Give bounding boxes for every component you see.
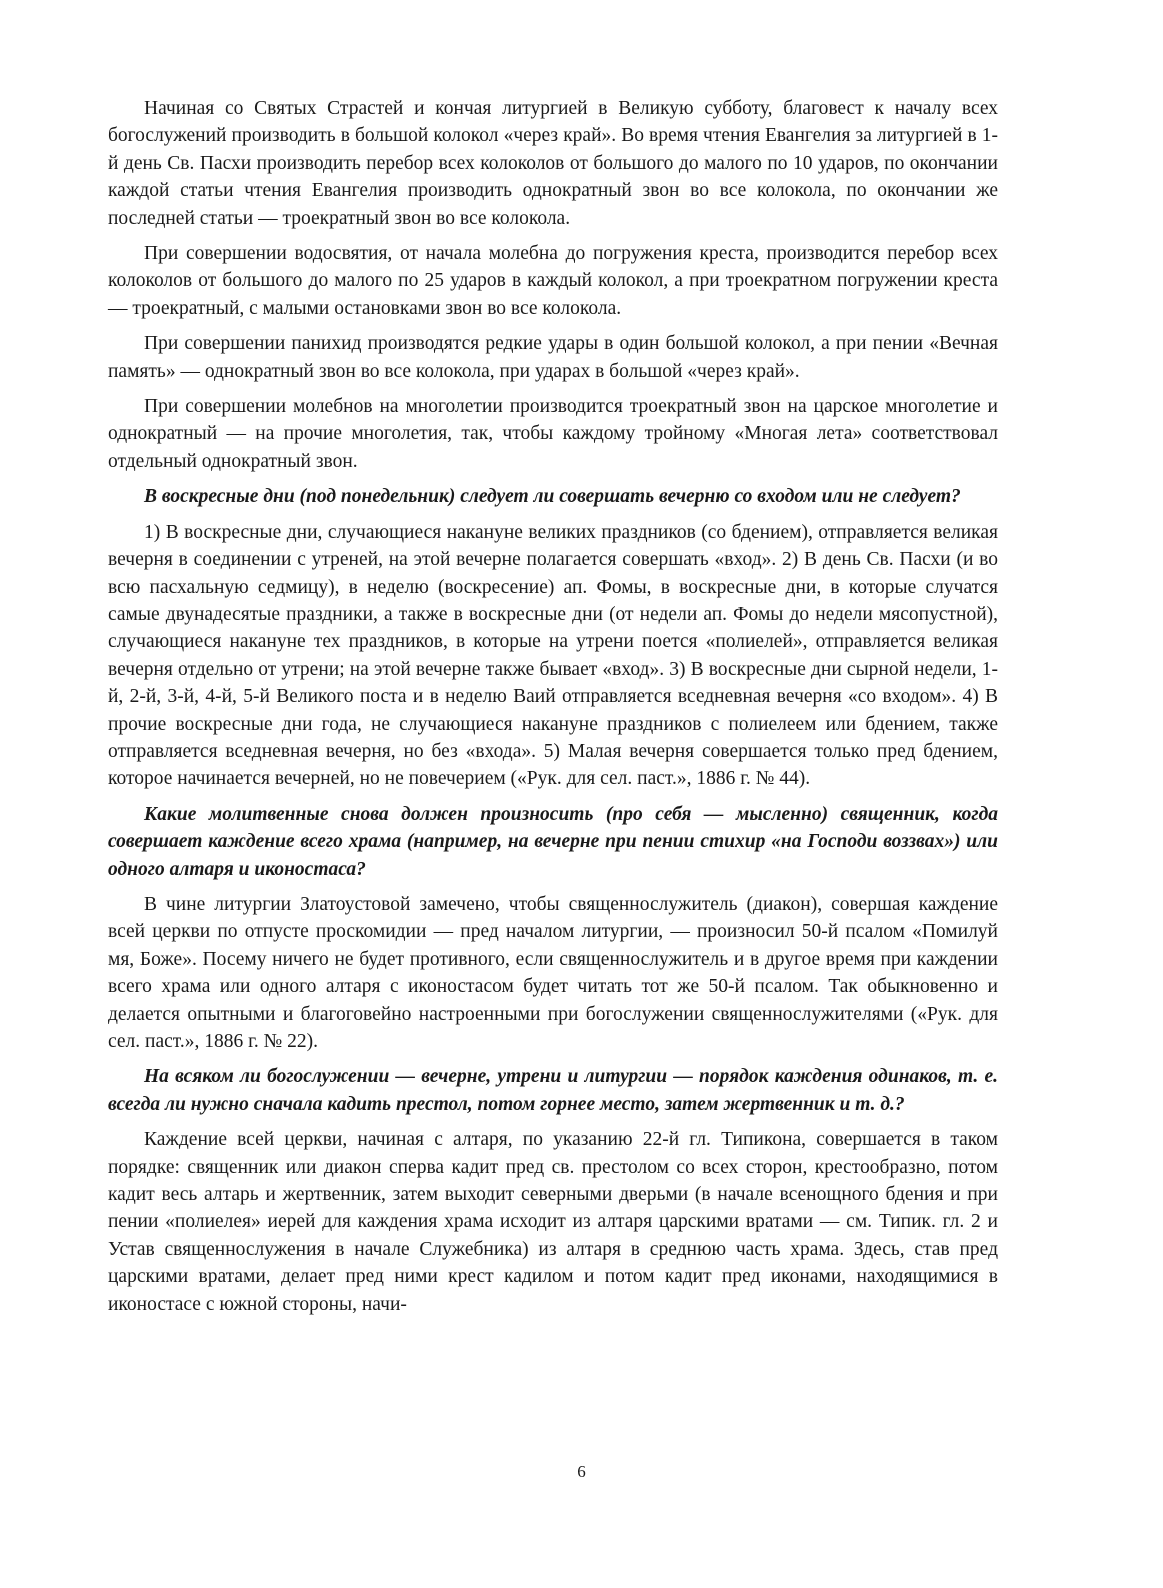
- answer-censing-order: Каждение всей церкви, начиная с алтаря, по указанию 22-й гл. Типикона, совершается в таком порядке: священник или диакон сперва кадит пред св. престолом со всех сторон, крестообразно, потом кадит весь алтарь и жертвенник, затем выходит северными дверьми (в начале всенощного бдения и при пении «полиелея» иерей для каждения храма исходит из алтаря царскими вратами — см. Типик. гл. 2 и Устав священнослужения в начале Служебника) из алтаря в среднюю часть храма. Здесь, став пред царскими вратами, делает пред ними крест кадилом и потом кадит пред иконами, находящимися в иконостасе с южной стороны, начи-: [108, 1129, 998, 1315]
- paragraph-bells-passion: Начиная со Святых Страстей и кончая литургией в Великую субботу, благовест к началу всех богослужений производить в большой колокол «через край». Во время чтения Евангелия за литургией в 1-й день Св. Пасхи производить перебор всех колоколов от большого до малого по 10 ударов, по окончании каждой статьи чтения Евангелия производить однократный звон во все колокола, по окончании же последней статьи — троекратный звон во все колокола.: [108, 98, 998, 229]
- question-censing-prayers: Какие молитвенные снова должен произносить (про себя — мысленно) священник, когда совершает каждение всего храма (например, на вечерне при пении стихир «на Господи воззвах») или одного алтаря и иконостаса?: [108, 803, 998, 880]
- paragraph-water-blessing: При совершении водосвятия, от начала молебна до погружения креста, производится перебор всех колоколов от большого до малого по 25 ударов в каждый колокол, а при троекратном погружении креста — троекратный, с малыми остановками звон во все колокола.: [108, 243, 998, 319]
- question-censing-order: На всяком ли богослужении — вечерне, утрени и литургии — порядок каждения одинаков, т. е. всегда ли нужно сначала кадить престол, потом горнее место, затем жертвенник и т. д.?: [108, 1066, 998, 1115]
- paragraph-mnogoletie: При совершении молебнов на многолетии производится троекратный звон на царское многолетие и однократный — на прочие многолетия, так, чтобы каждому тройному «Многая лета» соответствовал отдельный однократный звон.: [108, 396, 998, 472]
- page-number: 6: [577, 1462, 586, 1481]
- answer-sunday-vespers: 1) В воскресные дни, случающиеся накануне великих праздников (со бдением), отправляется великая вечерня в соединении с утреней, на этой вечерне полагается совершать «вход». 2) В день Св. Пасхи (и во всю пасхальную седмицу), в неделю (воскресение) ап. Фомы, в воскресные дни, в которые случатся самые двунадесятые праздники, а также в воскресные дни (от недели ап. Фомы до недели мясопустной), случающиеся накануне тех праздников, в которые на утрени поется «полиелей», отправляется великая вечерня отдельно от утрени; на этой вечерне также бывает «вход». 3) В воскресные дни сырной недели, 1-й, 2-й, 3-й, 4-й, 5-й Великого поста и в неделю Ваий отправляется вседневная вечерня «со входом». 4) В прочие воскресные дни года, не случающиеся накануне праздников с полиелеем или бдением, также отправляется вседневная вечерня, но без «входа». 5) Малая вечерня совершается только пред бдением, которое начинается вечерней, но не повечерием («Рук. для сел. паст.», 1886 г. № 44).: [108, 521, 998, 790]
- question-sunday-vespers: В воскресные дни (под понедельник) следует ли совершать вечерню со входом или не следует?: [144, 486, 961, 508]
- answer-censing-prayers: В чине литургии Златоустовой замечено, чтобы священнослужитель (диакон), совершая каждение всей церкви по отпусте проскомидии — пред началом литургии, — произносил 50-й псалом «Помилуй мя, Боже». Посему ничего не будет противного, если священнослужитель и в другое время при каждении всего храма или одного алтаря с иконостасом будет читать тот же 50-й псалом. Так обыкновенно и делается опытными и благоговейно настроенными при богослужении священнослужителями («Рук. для сел. паст.», 1886 г. № 22).: [108, 893, 998, 1052]
- page-body: [108, 95, 998, 1318]
- paragraph-panikhida: При совершении панихид производятся редкие удары в один большой колокол, а при пении «Вечная память» — однократный звон во все колокола, при ударах в большой «через край».: [108, 333, 998, 382]
